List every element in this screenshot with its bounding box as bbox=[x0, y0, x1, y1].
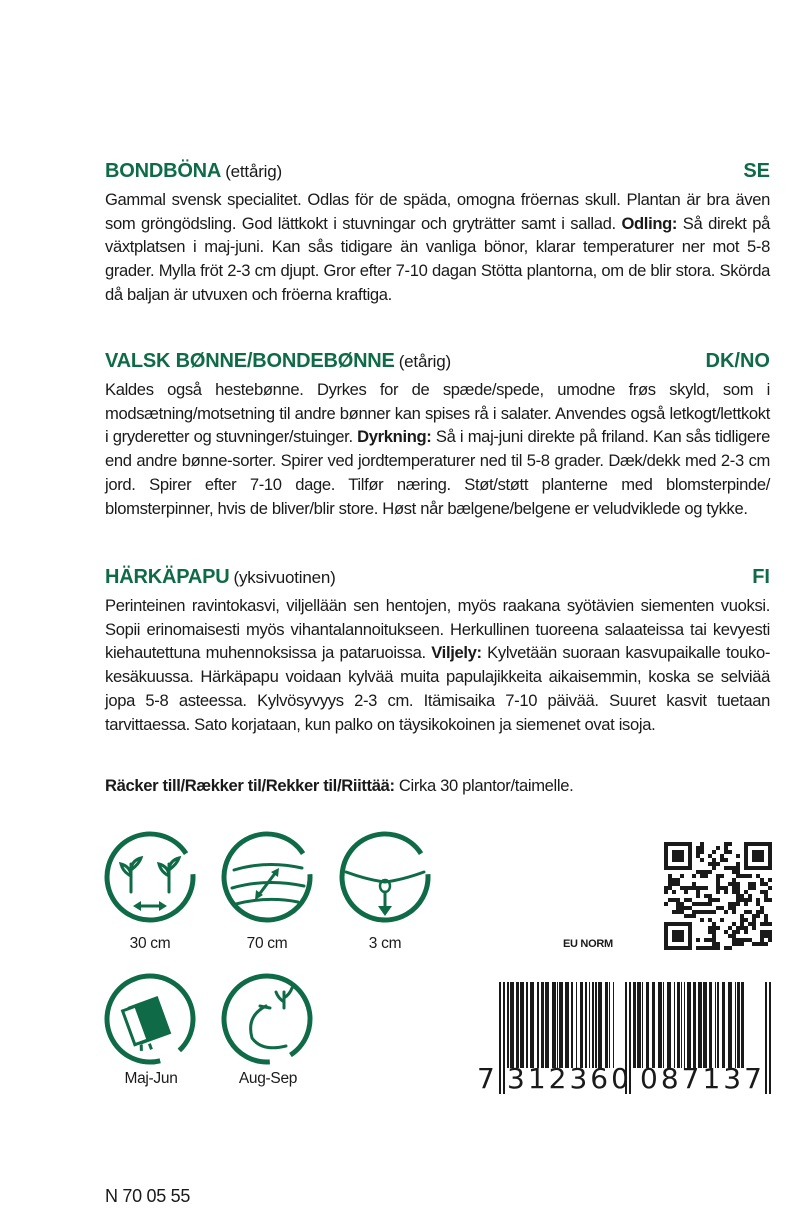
cultivation-label: Viljely: bbox=[431, 643, 482, 663]
country-code: DK/NO bbox=[705, 350, 770, 372]
section-body: Perinteinen ravintokasvi, viljellään sen hentojen, myös raakana syötävien siementen vuoksi. Sopii erinomaisesti myös vihantalannoitukseen. Herkullinen tuoreena salaateissa tai kevyesti kiehautettuna muhennoksissa ja pataruoissa. Viljely: Kylvetään suoraan kasvupaikalle touko-kesäkuussa. Härkäpapu voidaan kylvää muita papulajikkeita aikaisemmin, koska se selviää jopa 5-8 asteessa. Kylvösyvyys 2-3 cm. Itämisaika 7-10 päivää. Suuret kasvit tuetaan tarvittaessa. Sato korjataan, kun palko on täysikokoinen ja siemenet ovat isoja. bbox=[105, 596, 771, 734]
plant-spacing-label: 30 cm bbox=[129, 935, 171, 952]
section-subtitle: (yksivuotinen) bbox=[233, 568, 336, 587]
section-header bbox=[105, 350, 770, 378]
sowing-depth-icon bbox=[338, 830, 432, 924]
qr-code bbox=[664, 842, 772, 950]
barcode bbox=[477, 982, 773, 1094]
section-header bbox=[105, 160, 770, 188]
section-header bbox=[105, 566, 770, 594]
barcode-right-digits: 087137 bbox=[640, 1062, 765, 1094]
barcode-first-digit: 7 bbox=[477, 1062, 495, 1094]
barcode-left-digits: 312360 bbox=[507, 1062, 632, 1094]
section-title: BONDBÖNA bbox=[105, 160, 222, 182]
sowing-time-label: Maj-Jun bbox=[124, 1070, 178, 1087]
row-distance-label: 70 cm bbox=[246, 935, 288, 952]
section-body: Kaldes også hestebønne. Dyrkes for de spæde/spede, umodne frøs skyld, som i modsætning/motsetning til andre bønner kan spises rå i salater. Anvendes også letkogt/lettkokt i gryderetter og stuvninger/stuinger. Dyrkning: Så i maj-juni direkte på friland. Kan sås tidligere end andre bønne-sorter. Spirer ved jordtemperaturer ned til 5-8 grader. Dæk/dekk med 2-3 cm jord. Spirer efter 7-10 dage. Tilfør næring. Støt/støtt planterne med blomsterpinde/ blomsterpinner, hvis de bliver/blir store. Høst når bælgene/belgene er veludviklede og tykke. bbox=[105, 380, 770, 518]
yield-line bbox=[105, 776, 775, 796]
plant-spacing-icon bbox=[103, 830, 197, 924]
row-distance-icon bbox=[220, 830, 314, 924]
section-subtitle: (etårig) bbox=[398, 352, 451, 371]
sowing-depth-label: 3 cm bbox=[368, 935, 402, 952]
section-fi bbox=[105, 566, 770, 736]
section-subtitle: (ettårig) bbox=[225, 162, 282, 181]
yield-label: Räcker till/Rækker til/Rekker til/Riittää: bbox=[105, 776, 395, 795]
cultivation-label: Dyrkning: bbox=[357, 427, 432, 447]
section-body: Gammal svensk specialitet. Odlas för de späda, omogna fröernas skull. Plantan är bra även som gröngödsling. God lättkokt i stuvningar och gryträtter samt i sallad. Odling: Så direkt på växtplatsen i maj-juni. Kan sås tidigare än vanliga bönor, klarar temperaturer ner mot 5-8 grader. Mylla fröt 2-3 cm djupt. Gror efter 7-10 dagan Stötta plantorna, om de blir stora. Skörda då baljan är utvuxen och fröerna kraftiga. bbox=[105, 190, 770, 304]
eu-norm-label: EU NORM bbox=[563, 938, 613, 950]
harvest-time-label: Aug-Sep bbox=[238, 1070, 298, 1087]
section-se bbox=[105, 160, 770, 307]
yield-value: Cirka 30 plantor/taimelle. bbox=[394, 776, 574, 795]
cultivation-label: Odling: bbox=[621, 213, 678, 233]
article-number: N 70 05 55 bbox=[105, 1186, 191, 1206]
country-code: FI bbox=[752, 566, 770, 588]
harvest-time-icon bbox=[220, 972, 314, 1066]
section-title: HÄRKÄPAPU bbox=[105, 566, 230, 588]
section-dk-no bbox=[105, 350, 770, 520]
sowing-time-icon bbox=[103, 972, 197, 1066]
section-title: VALSK BØNNE/BONDEBØNNE bbox=[105, 350, 395, 372]
country-code: SE bbox=[743, 160, 770, 182]
